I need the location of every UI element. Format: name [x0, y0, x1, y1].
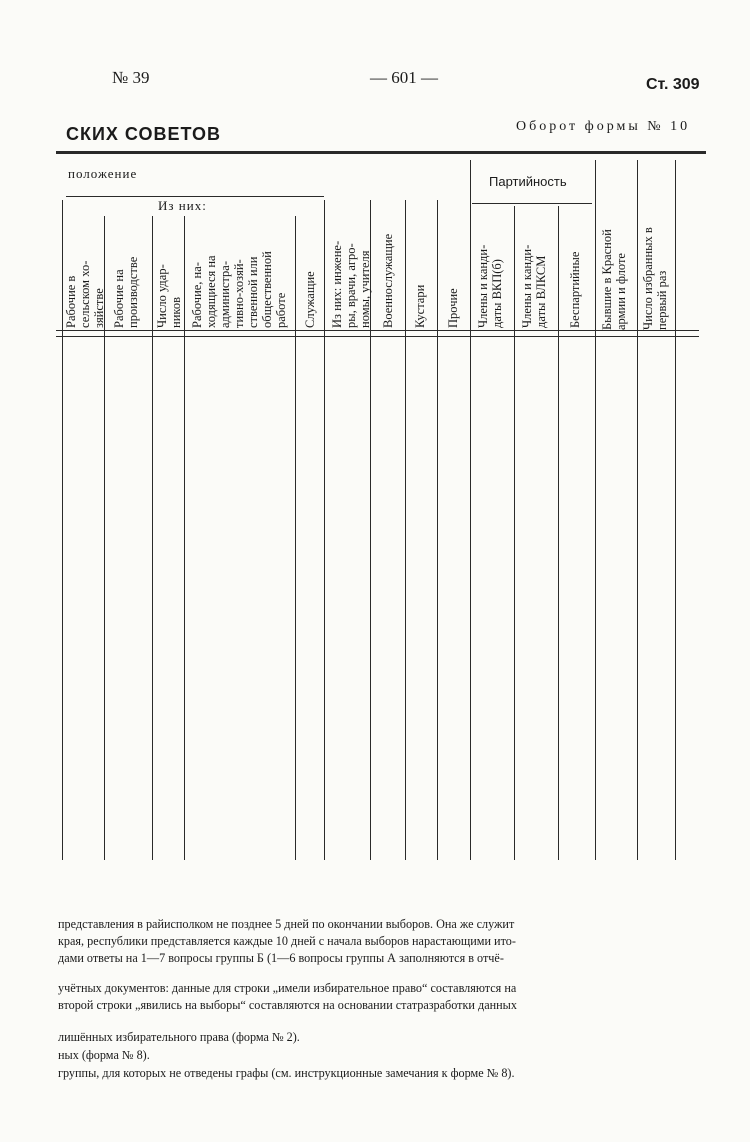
page-number: — 601 —	[370, 68, 438, 87]
page-title: СКИХ СОВЕТОВ	[66, 124, 222, 144]
note-line: ных (форма № 8).	[58, 1048, 150, 1062]
column-header: Рабочие, на- ходящиеся на администра- тивно-хозяй- ственной или общественной работе	[190, 251, 288, 328]
col-divider	[470, 160, 471, 860]
column-header: Члены и канди- даты ВКП(б)	[476, 244, 504, 328]
group-header-iz-nih: Из них:	[158, 198, 207, 213]
column-header: Служащие	[303, 271, 317, 328]
col-divider	[62, 200, 63, 860]
col-divider	[437, 200, 438, 860]
column-header: Рабочие в сельском хо- зяйстве	[64, 260, 106, 328]
col-divider	[558, 206, 559, 860]
col-divider	[637, 160, 638, 860]
column-header: Прочие	[446, 288, 460, 328]
group-header-partiynost: Партийность	[489, 174, 567, 189]
note-line: учётных документов: данные для строки „имели избирательное право“ составляются на	[58, 981, 517, 995]
partiynost-group-rule	[472, 203, 592, 204]
article-number: Ст. 309	[646, 76, 700, 93]
column-header: Беспартийные	[568, 251, 582, 328]
group-header-polozhenie: положение	[68, 166, 138, 181]
column-header: Число избранных в первый раз	[641, 227, 669, 330]
col-divider	[324, 200, 325, 860]
col-divider	[595, 160, 596, 860]
column-header: Бывшие в Красной армии и флоте	[600, 229, 628, 330]
note-line: дами ответы на 1—7 вопросы группы Б (1—6 вопросы группы А заполняются в отчё-	[58, 951, 504, 965]
note-line: группы, для которых не отведены графы (см. инструкционные замечания к форме № 8).	[58, 1066, 515, 1080]
note-line: представления в райисполком не позднее 5 дней по окончании выборов. Она же служит	[58, 917, 515, 931]
col-divider	[405, 200, 406, 860]
table-top-rule	[56, 151, 706, 154]
column-header: Члены и канди- даты ВЛКСМ	[520, 244, 548, 328]
column-header: Из них: инжене- ры, врачи, агро- номы, учителя	[330, 240, 372, 328]
column-header: Военнослужащие	[381, 233, 395, 328]
note-line: лишённых избирательного права (форма № 2).	[58, 1030, 300, 1044]
col-divider	[675, 160, 676, 860]
col-divider	[295, 216, 296, 860]
iz-nih-group-rule	[66, 196, 324, 197]
form-reference: Оборот формы № 10	[516, 119, 691, 134]
col-divider	[152, 216, 153, 860]
column-header: Кустари	[413, 284, 427, 328]
col-divider	[514, 206, 515, 860]
note-line: второй строки „явились на выборы“ составляются на основании статразработки данных	[58, 998, 517, 1012]
column-header: Рабочие на производстве	[112, 256, 140, 328]
note-line: края, республики представляется каждые 10 дней с начала выборов нарастающими ито-	[58, 934, 516, 948]
document-number: № 39	[112, 68, 150, 87]
column-header: Число удар- ников	[155, 264, 183, 328]
col-divider	[184, 216, 185, 860]
